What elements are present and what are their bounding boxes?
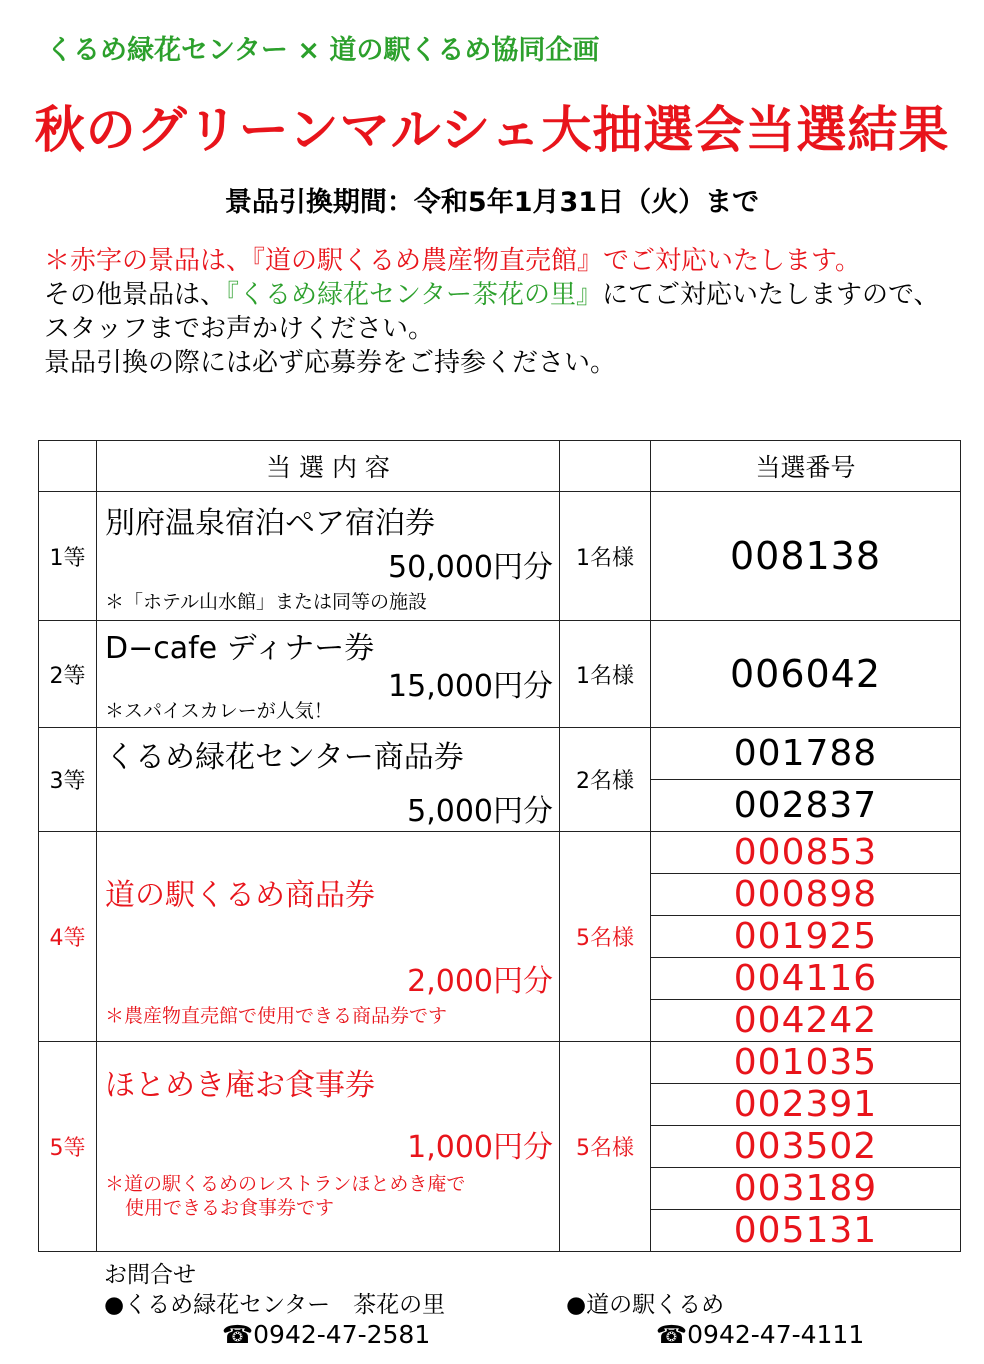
table-row: [39, 728, 961, 780]
header-content: 当 選 内 容: [97, 441, 560, 492]
inquiry-label: お問合せ: [104, 1262, 196, 1288]
prize-note: ＊「ホテル山水館」または同等の施設: [105, 591, 428, 613]
winning-number: 003189: [651, 1168, 961, 1210]
winning-number: 005131: [651, 1210, 961, 1252]
prize-count: 5名様: [560, 1042, 651, 1252]
subtitle: くるめ緑花センター × 道の駅くるめ協同企画: [46, 35, 600, 66]
note-bring-ticket: 景品引換の際には必ず応募券をご持参ください。: [44, 348, 617, 378]
prize-content: [97, 492, 560, 621]
prize-value: 50,000円分: [388, 550, 553, 585]
winning-number: 004116: [651, 958, 961, 1000]
prize-name: くるめ緑花センター商品券: [105, 740, 464, 775]
header-numbers: 当選番号: [651, 441, 961, 492]
footer-left: [104, 1260, 445, 1350]
prize-value: 1,000円分: [407, 1130, 553, 1165]
station-name: ●道の駅くるめ: [566, 1292, 725, 1318]
prize-content: [97, 728, 560, 832]
prize-note: ＊農産物直売館で使用できる商品券です: [105, 1005, 448, 1027]
note-other-pre: その他景品は、: [44, 280, 227, 310]
prize-name: 別府温泉宿泊ペア宿泊券: [105, 506, 435, 541]
center-name: ●くるめ緑花センター 茶花の里: [104, 1292, 446, 1318]
prize-count: 1名様: [560, 621, 651, 728]
prize-note-line2: 使用できるお食事券です: [125, 1197, 335, 1219]
prize-rank: 3等: [39, 728, 97, 832]
prize-content: [97, 1042, 560, 1252]
note-staff: スタッフまでお声かけください。: [44, 314, 435, 344]
prize-table: [38, 440, 961, 1252]
prize-value: 2,000円分: [407, 964, 553, 999]
prize-name: D−cafe ディナー券: [105, 631, 375, 666]
prize-rank: 1等: [39, 492, 97, 621]
prize-content: [97, 832, 560, 1042]
prize-value: 15,000円分: [388, 669, 553, 704]
footer-right: [566, 1290, 864, 1350]
table-row: [39, 621, 961, 728]
winning-number: 003502: [651, 1126, 961, 1168]
winning-number: 008138: [651, 492, 961, 621]
prize-rank: 4等: [39, 832, 97, 1042]
note-other-post: にてご対応いたしますので、: [601, 280, 940, 310]
prize-note: [105, 1172, 465, 1220]
prize-name: 道の駅くるめ商品券: [105, 878, 375, 913]
table-row: [39, 492, 961, 621]
note-center-name: 『くるめ緑花センター茶花の里』: [226, 280, 602, 310]
table-row: [39, 1042, 961, 1084]
prize-count: 1名様: [560, 492, 651, 621]
exchange-period: 景品引換期間：令和5年1月31日（火）まで: [224, 187, 760, 218]
note-other-prizes: [44, 278, 944, 312]
winning-number: 000898: [651, 874, 961, 916]
header-count: [560, 441, 651, 492]
prize-count: 5名様: [560, 832, 651, 1042]
winning-number: 002837: [651, 780, 961, 832]
prize-content: [97, 621, 560, 728]
winning-number: 001035: [651, 1042, 961, 1084]
table-row: [39, 832, 961, 874]
table-header-row: [39, 441, 961, 492]
center-phone: ☎0942-47-2581: [222, 1320, 431, 1349]
winning-number: 000853: [651, 832, 961, 874]
winning-number: 002391: [651, 1084, 961, 1126]
winning-number: 006042: [651, 621, 961, 728]
prize-rank: 2等: [39, 621, 97, 728]
note-red-prizes: ＊赤字の景品は、『道の駅くるめ農産物直売館』でご対応いたします。: [44, 246, 861, 276]
prize-value: 5,000円分: [407, 794, 553, 829]
notes: [44, 244, 944, 380]
prize-note-line1: ＊道の駅くるめのレストランほとめき庵で: [105, 1173, 466, 1195]
prize-name: ほとめき庵お食事券: [105, 1068, 375, 1103]
winning-number: 004242: [651, 1000, 961, 1042]
header-rank: [39, 441, 97, 492]
prize-count: 2名様: [560, 728, 651, 832]
prize-note: ＊スパイスカレーが人気！: [105, 700, 333, 722]
station-phone: ☎0942-47-4111: [656, 1320, 865, 1349]
winning-number: 001925: [651, 916, 961, 958]
page-title: 秋のグリーンマルシェ大抽選会当選結果: [34, 101, 950, 159]
prize-rank: 5等: [39, 1042, 97, 1252]
winning-number: 001788: [651, 728, 961, 780]
